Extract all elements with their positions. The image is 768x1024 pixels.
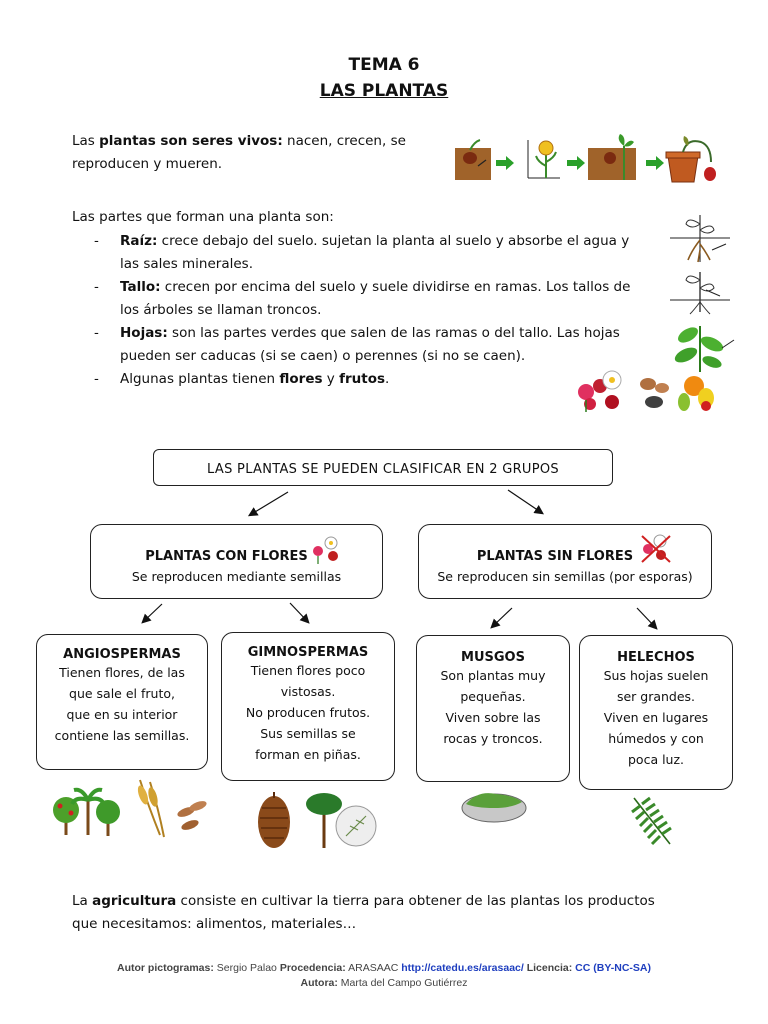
wheat-icon	[136, 780, 164, 837]
angiospermas-line: Tienen flores, de las	[59, 665, 185, 680]
term-flores: flores	[279, 371, 323, 387]
dash: -	[94, 233, 99, 249]
gimnospermas-text	[222, 660, 394, 765]
gimnospermas-line: Sus semillas se	[260, 726, 356, 741]
moss-rock-icon	[462, 793, 526, 822]
helechos-line: poca luz.	[627, 752, 685, 767]
helechos-line: Sus hojas suelen	[603, 668, 709, 683]
flores-pre: Algunas plantas tienen	[120, 371, 280, 387]
term-raiz: Raíz:	[120, 233, 158, 249]
footer-autora	[0, 977, 768, 989]
flores-end: .	[385, 371, 390, 387]
angiospermas-title: ANGIOSPERMAS	[63, 647, 181, 662]
angiospermas-line: que sale el fruto,	[69, 686, 175, 701]
parts-heading: Las partes que forman una planta son:	[72, 209, 334, 225]
footer-autor-label: Autor pictogramas:	[117, 962, 214, 974]
gimnospermas-line: forman en piñas.	[255, 747, 361, 762]
intro-post2: reproducen y mueren.	[72, 156, 223, 172]
angiospermas-line: contiene las semillas.	[54, 728, 190, 743]
intro-post1: nacen, crecen, se	[282, 133, 406, 149]
seeds-icon	[176, 799, 208, 832]
hojas-text1: son las partes verdes que salen de las ramas o del tallo. Las hojas	[167, 325, 620, 341]
intro-paragraph	[72, 130, 432, 176]
tallo-text2: los árboles se llaman troncos.	[120, 302, 322, 318]
musgos-title: MUSGOS	[461, 650, 525, 665]
pine-tree-icon	[306, 793, 376, 848]
footer-autor: Sergio Palao	[213, 962, 280, 974]
term-hojas: Hojas:	[120, 325, 168, 341]
stem-icon	[670, 272, 730, 314]
musgos-line: Son plantas muy	[440, 668, 546, 683]
agri-pre: La	[72, 893, 93, 909]
classification-root-label: LAS PLANTAS SE PUEDEN CLASIFICAR EN 2 GRUPOS	[207, 462, 559, 477]
gimnospermas-line: No producen frutos.	[245, 705, 371, 720]
list-item-tallo	[72, 276, 657, 322]
fern-icon	[632, 798, 671, 844]
hojas-text2: pueden ser caducas (si se caen) o perennes (si no se caen).	[120, 348, 526, 364]
trees-icon	[53, 790, 120, 836]
helechos-line: húmedos y con	[608, 731, 704, 746]
gimnospermas-box	[221, 632, 395, 781]
musgos-line: Viven sobre las	[445, 710, 541, 725]
gimnospermas-title: GIMNOSPERMAS	[247, 645, 369, 660]
root-icon	[670, 215, 730, 262]
angiospermas-line: que en su interior	[66, 707, 178, 722]
list-item-flores	[72, 368, 657, 391]
agri-bold: agricultura	[92, 893, 177, 909]
footer-license-link[interactable]: CC (BY-NC-SA)	[575, 962, 651, 974]
musgos-text	[417, 665, 569, 749]
footer-credits	[0, 962, 768, 974]
footer-url-link[interactable]: http://catedu.es/arasaac/	[401, 962, 524, 974]
angiospermas-box	[36, 634, 208, 770]
musgos-line: rocas y troncos.	[443, 731, 543, 746]
classification-root-box	[153, 449, 613, 486]
footer-lic-label: Licencia:	[523, 962, 576, 974]
agri-l2a: que necesitamos	[72, 916, 188, 932]
raiz-text1: crece debajo del suelo. sujetan la planta al suelo y absorbe el agua y	[157, 233, 630, 249]
intro-pre: Las	[72, 133, 100, 149]
gimnospermas-line: vistosas.	[280, 684, 336, 699]
list-item-raiz	[72, 230, 657, 276]
term-tallo: Tallo:	[120, 279, 161, 295]
dash: -	[94, 279, 99, 295]
helechos-text	[580, 665, 732, 770]
list-item-hojas	[72, 322, 657, 368]
tallo-text1: crecen por encima del suelo y suele dividirse en ramas. Los tallos de	[160, 279, 631, 295]
term-frutos: frutos	[339, 371, 385, 387]
parts-list	[72, 230, 657, 391]
footer-autora-name: Marta del Campo Gutiérrez	[337, 977, 468, 989]
dash: -	[94, 325, 99, 341]
footer-proc-label: Procedencia:	[279, 962, 346, 974]
agri-l2b: : alimentos, materiales…	[187, 916, 357, 932]
raiz-text2: las sales minerales.	[120, 256, 254, 272]
helechos-line: ser grandes.	[616, 689, 696, 704]
dash: -	[94, 371, 99, 387]
tema-number: TEMA 6	[348, 55, 420, 75]
flores-mid: y	[322, 371, 340, 387]
gimnospermas-line: Tienen flores poco	[250, 663, 366, 678]
helechos-title: HELECHOS	[617, 650, 695, 665]
sin-flores-box	[418, 524, 712, 599]
angiospermas-text	[37, 662, 207, 746]
sin-flores-title: PLANTAS SIN FLORES	[476, 549, 634, 564]
helechos-line: Viven en lugares	[603, 710, 709, 725]
pinecone-icon	[258, 792, 290, 848]
con-flores-box	[90, 524, 383, 599]
musgos-box	[416, 635, 570, 782]
con-flores-title: PLANTAS CON FLORES	[145, 549, 308, 564]
footer-autora-label: Autora:	[300, 977, 338, 989]
musgos-line: pequeñas.	[460, 689, 526, 704]
agri-l1: consiste en cultivar la tierra para obtener de las plantas los productos	[176, 893, 655, 909]
leaves-icon	[673, 324, 734, 372]
intro-bold: plantas son seres vivos:	[99, 133, 283, 149]
sin-flores-desc: Se reproducen sin semillas (por esporas)	[437, 569, 693, 584]
helechos-box	[579, 635, 733, 790]
footer-proc: ARASAAC	[345, 962, 402, 974]
page-title: LAS PLANTAS	[319, 81, 449, 101]
agricultura-paragraph	[72, 890, 712, 936]
con-flores-desc: Se reproducen mediante semillas	[131, 569, 342, 584]
